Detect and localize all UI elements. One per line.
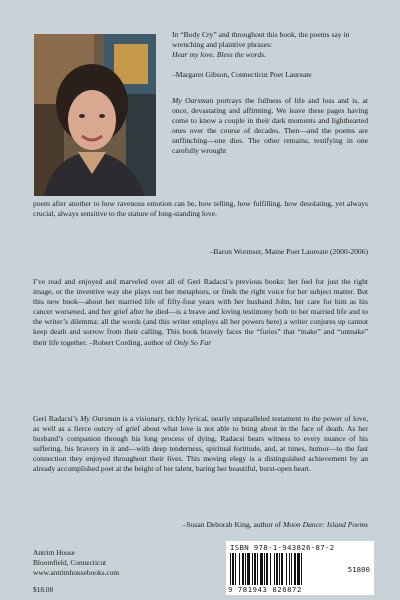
isbn-number: ISBN 978-1-943826-87-2 <box>230 543 335 552</box>
isbn-barcode <box>226 541 374 595</box>
barcode-bar <box>230 553 231 585</box>
barcode-bar <box>257 553 258 585</box>
quote-gibson <box>172 30 368 60</box>
barcode-bar <box>242 553 244 585</box>
barcode-bar <box>297 553 300 585</box>
barcode-bar <box>294 553 296 585</box>
quote-wormser-attribution: –Baron Wormser, Maine Poet Laureate (2000-2006) <box>209 247 368 256</box>
author-photo <box>34 34 156 196</box>
barcode-bar <box>245 553 246 585</box>
barcode-bar <box>239 553 240 585</box>
barcode-bars <box>230 553 332 585</box>
barcode-bar <box>260 553 263 585</box>
publisher-info <box>33 548 119 578</box>
quote-gibson-text: In “Body Cry” and throughout this book, the poems say in wrenching and plaintive phrases: <box>172 30 350 50</box>
quote-gibson-italic: Hear my love. Bless the words. <box>172 50 266 60</box>
ean-number: 9 781943 826872 <box>228 585 302 594</box>
quote-cording-text: I’ve read and enjoyed and marveled over all of Geri Radacsi’s previous books: her feel for just the right image, or the inventive way she plays out her metaphors, or finds the right voice for her subject matter. But this new book—about her married life of fifty-four years with her husband John, her care for him as his cancer worsened, and her grief after he died—is a brave and loving testimony both to her married life and to the writer’s dilemma: all the words (and this writer employs all her powers here) a writer conjures up cannot keep death and sorrow from their calling. This book bravely faces the “furies” that “make” and “unmake” their life together. <box>33 277 368 347</box>
quote-king <box>33 414 368 475</box>
barcode-bar <box>270 553 271 585</box>
book-title-italic: My Oarsman <box>172 96 214 105</box>
barcode-bar <box>286 553 287 585</box>
quote-cording <box>33 277 368 348</box>
book-price: $18.00 <box>33 585 54 594</box>
barcode-bar <box>235 553 236 585</box>
quote-king-author: –Susan Deborah King, author of <box>182 520 283 529</box>
barcode-bar <box>254 553 256 585</box>
publisher-url: www.antrimhousebooks.com <box>33 568 120 577</box>
quote-king-book: Moon Dance: Island Poems <box>283 520 368 529</box>
book-title-italic: My Oarsman <box>80 414 121 423</box>
publisher-city: Bloomfield, Connecticut <box>33 558 107 567</box>
quote-gibson-attribution: –Margaret Gibson, Connecticut Poet Laureate <box>172 70 312 79</box>
price-code: 51800 <box>347 565 370 574</box>
barcode-bar <box>301 553 302 585</box>
quote-wormser-part1 <box>172 96 368 157</box>
quote-king-text: is a visionary, richly lyrical, nearly unparalleled testament to the power of love, as well as a fierce outcry of grief about what love is not able to bring about in the face of death. As her husband’s companion through his long process of dying, Radacsi bears witness to every nuance of his suffering, his bravery in it and—with deep tenderness, spiritual fortitude, and, at times, humor—to the fast connection they enjoyed throughout their lives. This moving elegy is a distinguished achievement by an already accomplished poet at the height of her talent, baring her beautiful, burst-open heart. <box>33 414 368 474</box>
quote-king-start: Geri Radacsi’s <box>33 414 81 423</box>
quote-king-attribution <box>38 520 368 530</box>
barcode-bar <box>264 553 265 585</box>
barcode-bar <box>276 553 278 585</box>
barcode-bar <box>281 553 283 585</box>
publisher-name: Antrim House <box>33 548 76 557</box>
barcode-bar <box>247 553 250 585</box>
barcode-bar <box>232 553 234 585</box>
quote-cording-book: Only So Far <box>173 337 212 347</box>
barcode-bar <box>274 553 275 585</box>
quote-wormser-part2: poem after another to how ravenous emotion can be, how telling, how fulfilling, how desolating, yet always crucial, always sensitive to the stature of long-standing love. <box>33 199 368 219</box>
quote-wormser-text-1: portrays the fullness of life and loss and is, at once, devastating and affirming. We leave these pages having come to know a couple in their dark moments and lighthearted ones over the course of decades. Then—and the poems are unflinching—one dies. The other remains, testifying in one carefully wrought <box>172 96 368 156</box>
barcode-bar <box>279 553 280 585</box>
barcode-bar <box>291 553 292 585</box>
barcode-bar <box>289 553 290 585</box>
barcode-bar <box>266 553 268 585</box>
barcode-bar <box>252 553 253 585</box>
quote-cording-attribution: –Robert Cording, author of <box>87 337 174 347</box>
